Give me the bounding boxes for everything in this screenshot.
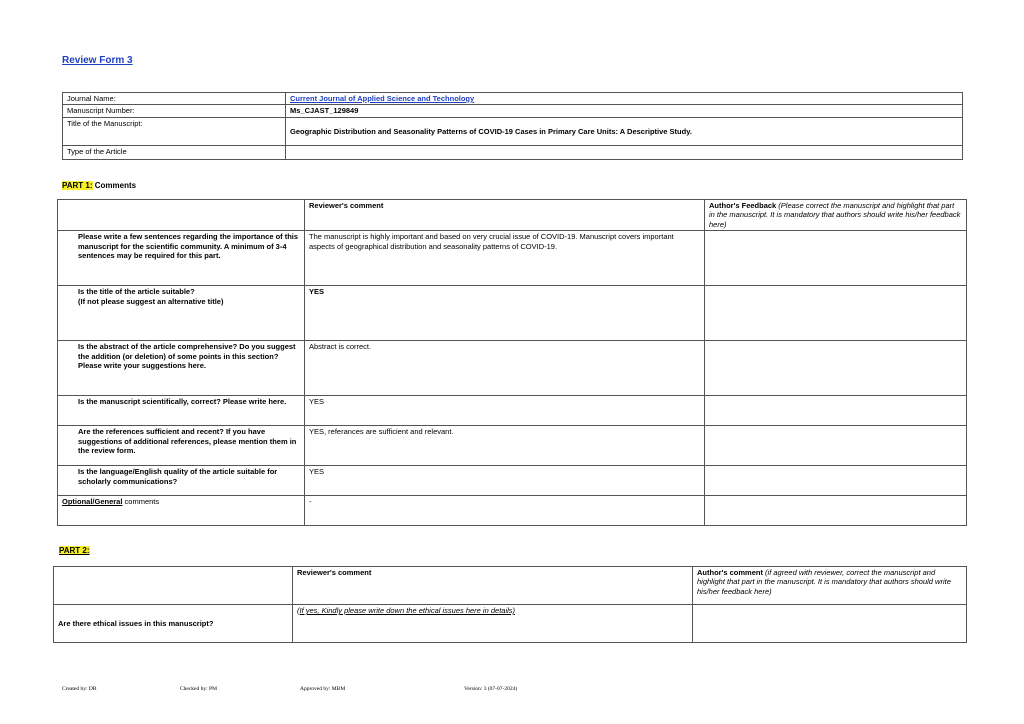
comment-references[interactable]: YES, referances are sufficient and relevant. <box>305 426 705 466</box>
comment-abstract[interactable]: Abstract is correct. <box>305 341 705 396</box>
form-title: Review Form 3 <box>62 55 133 66</box>
question-language: Is the language/English quality of the article suitable for scholarly communications? <box>58 466 305 496</box>
manuscript-number-value: Ms_CJAST_129849 <box>286 105 963 117</box>
comment-importance[interactable]: The manuscript is highly important and based on very crucial issue of COVID-19. Manuscript covers important aspects of geographical distribution and seasonality patterns of COVID-19. <box>305 231 705 286</box>
feedback-abstract[interactable] <box>705 341 967 396</box>
header-empty-cell <box>58 200 305 231</box>
question-importance: Please write a few sentences regarding the importance of this manuscript for the scientific community. A minimum of 3-4 sentences may be required for this part. <box>58 231 305 286</box>
part2-label: PART 2: <box>59 546 90 555</box>
article-type-value[interactable] <box>286 145 963 159</box>
comment-title[interactable]: YES <box>305 286 705 341</box>
journal-name-link[interactable]: Current Journal of Applied Science and Technology <box>290 94 475 103</box>
part2-author-comment-header: Author's comment (if agreed with reviewer, correct the manuscript and highlight that part in the manuscript. It is mandatory that authors should write his/her feedback here) <box>693 567 967 605</box>
manuscript-title-label: Title of the Manuscript: <box>63 117 286 145</box>
part1-table <box>57 199 967 526</box>
manuscript-info-table <box>62 92 963 160</box>
feedback-ethical[interactable] <box>693 605 967 643</box>
question-title: Is the title of the article suitable? (If not please suggest an alternative title) <box>58 286 305 341</box>
journal-name-label: Journal Name: <box>63 93 286 105</box>
part1-suffix: Comments <box>92 181 137 190</box>
feedback-optional[interactable] <box>705 496 967 526</box>
feedback-scientific[interactable] <box>705 396 967 426</box>
question-abstract: Is the abstract of the article comprehensive? Do you suggest the addition (or deletion) of some points in this section? Please write your suggestions here. <box>58 341 305 396</box>
manuscript-title-value: Geographic Distribution and Seasonality Patterns of COVID-19 Cases in Primary Care Units: A Descriptive Study. <box>286 117 963 145</box>
footer-approved-by: Approved by: MBM <box>300 686 346 692</box>
comment-ethical[interactable] <box>293 605 693 643</box>
part2-reviewer-comment-header: Reviewer's comment <box>293 567 693 605</box>
feedback-references[interactable] <box>705 426 967 466</box>
question-scientific: Is the manuscript scientifically, correct? Please write here. <box>58 396 305 426</box>
feedback-language[interactable] <box>705 466 967 496</box>
article-type-label: Type of the Article <box>63 145 286 159</box>
part2-heading <box>59 546 90 555</box>
comment-language[interactable]: YES <box>305 466 705 496</box>
reviewer-comment-header: Reviewer's comment <box>305 200 705 231</box>
comment-scientific[interactable]: YES <box>305 396 705 426</box>
feedback-title[interactable] <box>705 286 967 341</box>
optional-comments-label: Optional/General comments <box>58 496 305 526</box>
footer-created-by: Created by: DR <box>62 686 97 692</box>
optional-comment[interactable]: - <box>305 496 705 526</box>
manuscript-number-label: Manuscript Number: <box>63 105 286 117</box>
ethical-hint: (If yes, Kindly please write down the ethical issues here in details) <box>297 606 516 615</box>
question-references: Are the references sufficient and recent? If you have suggestions of additional references, please mention them in the review form. <box>58 426 305 466</box>
footer-checked-by: Checked by: PM <box>180 686 217 692</box>
footer-version: Version: 3 (07-07-2024) <box>464 686 518 692</box>
part2-header-empty-cell <box>54 567 293 605</box>
part1-heading <box>62 181 136 190</box>
feedback-importance[interactable] <box>705 231 967 286</box>
part2-table <box>53 566 967 643</box>
part1-label: PART 1: <box>62 181 93 190</box>
question-ethical: Are there ethical issues in this manuscript? <box>54 605 293 643</box>
author-feedback-header: Author's Feedback (Please correct the manuscript and highlight that part in the manuscript. It is mandatory that authors should write his/her feedback here) <box>705 200 967 231</box>
